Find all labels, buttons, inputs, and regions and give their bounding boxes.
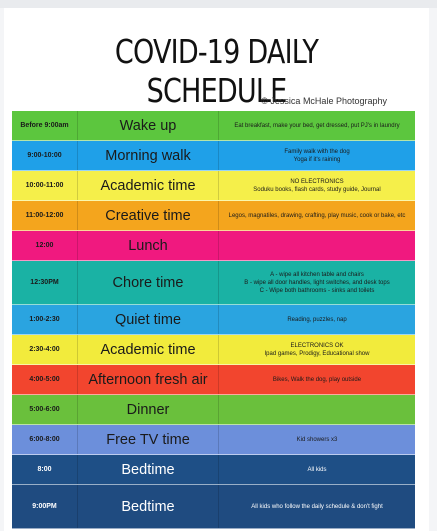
notes-cell (219, 261, 415, 304)
schedule-row (12, 261, 415, 305)
activity-cell: Quiet time (78, 305, 219, 334)
schedule-row (12, 231, 415, 261)
activity-cell: Chore time (78, 261, 219, 304)
schedule-row (12, 425, 415, 455)
time-cell: 9:00PM (12, 485, 78, 528)
activity-cell: Academic time (78, 171, 219, 200)
time-cell: 10:00-11:00 (12, 171, 78, 200)
note-line: ELECTRONICS OK (290, 342, 344, 349)
note-line: Legos, magnatiles, drawing, crafting, play music, cook or bake, etc (228, 212, 406, 219)
activity-cell: Bedtime (78, 485, 219, 528)
schedule-row (12, 171, 415, 201)
notes-cell (219, 231, 415, 260)
schedule-row (12, 305, 415, 335)
note-line: All kids who follow the daily schedule & don't fight (251, 503, 383, 510)
time-cell: 9:00-10:00 (12, 141, 78, 170)
activity-cell: Morning walk (78, 141, 219, 170)
note-line: A - wipe all kitchen table and chairs (270, 271, 364, 278)
note-line: Yoga if it's raining (293, 156, 341, 163)
schedule-row (12, 395, 415, 425)
note-line: Bikes, Walk the dog, play outside (272, 376, 362, 383)
time-cell: 4:00-5:00 (12, 365, 78, 394)
activity-cell: Creative time (78, 201, 219, 230)
time-cell: Before 9:00am (12, 111, 78, 140)
notes-cell (219, 395, 415, 424)
note-line: B - wipe all door handles, light switches, and desk tops (244, 279, 390, 286)
note-line: Eat breakfast, make your bed, get dressed, put PJ's in laundry (234, 122, 400, 129)
note-line: C - Wipe both bathrooms - sinks and toilets (259, 287, 375, 294)
notes-cell (219, 455, 415, 484)
notes-cell (219, 201, 415, 230)
note-line: All kids (307, 466, 327, 473)
note-line: Kid showers x3 (296, 436, 338, 443)
activity-cell: Afternoon fresh air (78, 365, 219, 394)
time-cell: 5:00-6:00 (12, 395, 78, 424)
note-line: Ipad games, Prodigy, Educational show (264, 350, 370, 357)
time-cell: 11:00-12:00 (12, 201, 78, 230)
time-cell: 12:00 (12, 231, 78, 260)
notes-cell (219, 425, 415, 454)
activity-cell: Lunch (78, 231, 219, 260)
notes-cell (219, 305, 415, 334)
poster-title: COVID-19 DAILY SCHEDULE (114, 32, 319, 110)
schedule-row (12, 141, 415, 171)
time-cell: 8:00 (12, 455, 78, 484)
schedule-table (12, 111, 415, 529)
time-cell: 1:00-2:30 (12, 305, 78, 334)
notes-cell (219, 171, 415, 200)
notes-cell (219, 335, 415, 364)
activity-cell: Bedtime (78, 455, 219, 484)
time-cell: 2:30-4:00 (12, 335, 78, 364)
schedule-row (12, 365, 415, 395)
notes-cell (219, 485, 415, 528)
note-line: NO ELECTRONICS (290, 178, 344, 185)
notes-cell (219, 365, 415, 394)
activity-cell: Dinner (78, 395, 219, 424)
note-line: Soduku books, flash cards, study guide, Journal (253, 186, 381, 193)
activity-cell: Academic time (78, 335, 219, 364)
time-cell: 6:00-8:00 (12, 425, 78, 454)
note-line: Family walk with the dog (284, 148, 350, 155)
schedule-row (12, 111, 415, 141)
schedule-row (12, 335, 415, 365)
notes-cell (219, 111, 415, 140)
browser-top-bar (0, 0, 437, 8)
activity-cell: Wake up (78, 111, 219, 140)
note-line: Reading, puzzles, nap (287, 316, 347, 323)
time-cell: 12:30PM (12, 261, 78, 304)
schedule-row (12, 485, 415, 529)
schedule-poster (4, 8, 429, 531)
activity-cell: Free TV time (78, 425, 219, 454)
schedule-row (12, 455, 415, 485)
notes-cell (219, 141, 415, 170)
photo-credit: © Jessica McHale Photography (261, 96, 387, 106)
schedule-row (12, 201, 415, 231)
